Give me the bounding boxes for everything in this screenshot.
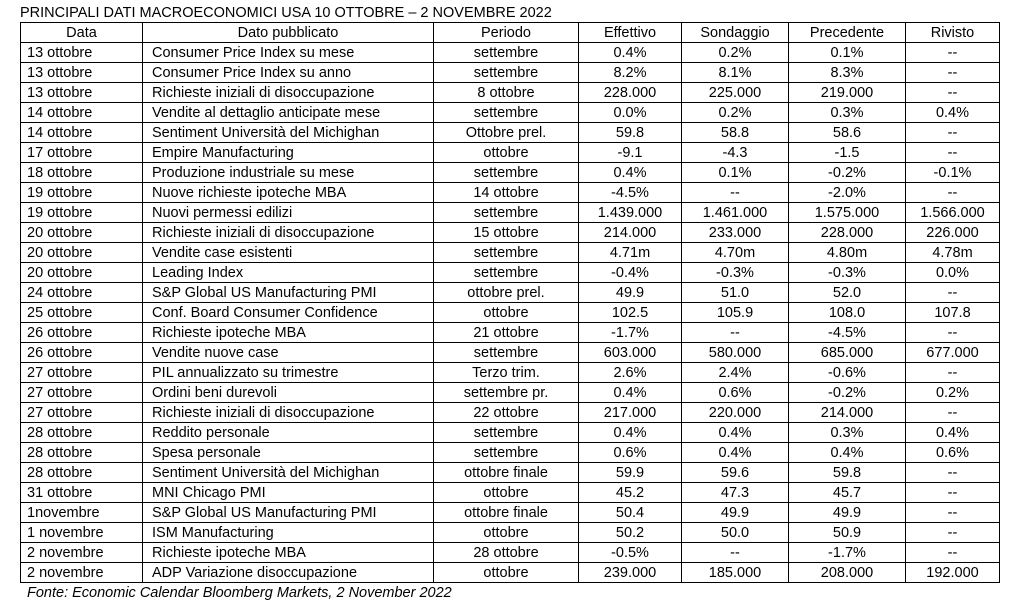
cell-rivisto: --: [906, 543, 1000, 563]
cell-sondaggio: -0.3%: [682, 263, 789, 283]
cell-effettivo: 59.9: [579, 463, 682, 483]
cell-effettivo: 603.000: [579, 343, 682, 363]
table-row: [21, 323, 1000, 343]
cell-precedente: 0.1%: [789, 43, 906, 63]
cell-sondaggio: --: [682, 183, 789, 203]
cell-dato-pubblicato: Richieste ipoteche MBA: [143, 543, 434, 563]
cell-effettivo: 1.439.000: [579, 203, 682, 223]
cell-periodo: ottobre: [434, 563, 579, 583]
table-row: [21, 403, 1000, 423]
table-row: [21, 103, 1000, 123]
cell-dato-pubblicato: ADP Variazione disoccupazione: [143, 563, 434, 583]
cell-precedente: 214.000: [789, 403, 906, 423]
cell-dato-pubblicato: Sentiment Università del Michighan: [143, 463, 434, 483]
cell-rivisto: --: [906, 483, 1000, 503]
cell-dato-pubblicato: Conf. Board Consumer Confidence: [143, 303, 434, 323]
table-row: [21, 283, 1000, 303]
cell-sondaggio: 0.4%: [682, 443, 789, 463]
table-body: [21, 43, 1000, 583]
cell-precedente: -1.7%: [789, 543, 906, 563]
table-row: [21, 123, 1000, 143]
table-row: [21, 43, 1000, 63]
cell-data: 24 ottobre: [21, 283, 143, 303]
table-row: [21, 383, 1000, 403]
cell-data: 31 ottobre: [21, 483, 143, 503]
table-row: [21, 183, 1000, 203]
cell-periodo: ottobre finale: [434, 503, 579, 523]
cell-data: 1 novembre: [21, 523, 143, 543]
cell-periodo: settembre: [434, 103, 579, 123]
cell-periodo: settembre: [434, 63, 579, 83]
cell-data: 20 ottobre: [21, 223, 143, 243]
cell-periodo: 14 ottobre: [434, 183, 579, 203]
cell-precedente: 52.0: [789, 283, 906, 303]
cell-sondaggio: 59.6: [682, 463, 789, 483]
cell-effettivo: -4.5%: [579, 183, 682, 203]
cell-dato-pubblicato: Reddito personale: [143, 423, 434, 443]
cell-rivisto: 1.566.000: [906, 203, 1000, 223]
cell-rivisto: --: [906, 143, 1000, 163]
cell-effettivo: 2.6%: [579, 363, 682, 383]
cell-effettivo: 0.4%: [579, 43, 682, 63]
cell-rivisto: --: [906, 403, 1000, 423]
cell-precedente: 50.9: [789, 523, 906, 543]
cell-data: 1novembre: [21, 503, 143, 523]
cell-dato-pubblicato: Produzione industriale su mese: [143, 163, 434, 183]
cell-rivisto: 0.6%: [906, 443, 1000, 463]
cell-rivisto: 4.78m: [906, 243, 1000, 263]
cell-rivisto: 677.000: [906, 343, 1000, 363]
table-row: [21, 83, 1000, 103]
cell-effettivo: 239.000: [579, 563, 682, 583]
column-header-data: Data: [21, 23, 143, 43]
column-header-dato-pubblicato: Dato pubblicato: [143, 23, 434, 43]
cell-dato-pubblicato: Consumer Price Index su mese: [143, 43, 434, 63]
source-note: Fonte: Economic Calendar Bloomberg Markets, 2 November 2022: [27, 585, 452, 601]
cell-periodo: 21 ottobre: [434, 323, 579, 343]
cell-dato-pubblicato: Richieste ipoteche MBA: [143, 323, 434, 343]
cell-dato-pubblicato: Consumer Price Index su anno: [143, 63, 434, 83]
cell-dato-pubblicato: Sentiment Università del Michighan: [143, 123, 434, 143]
cell-data: 28 ottobre: [21, 423, 143, 443]
cell-precedente: -0.2%: [789, 163, 906, 183]
cell-precedente: 4.80m: [789, 243, 906, 263]
cell-data: 27 ottobre: [21, 363, 143, 383]
cell-sondaggio: 58.8: [682, 123, 789, 143]
cell-rivisto: 0.2%: [906, 383, 1000, 403]
cell-sondaggio: 233.000: [682, 223, 789, 243]
cell-rivisto: -0.1%: [906, 163, 1000, 183]
cell-sondaggio: 0.2%: [682, 43, 789, 63]
cell-effettivo: 0.0%: [579, 103, 682, 123]
cell-effettivo: 0.4%: [579, 163, 682, 183]
cell-sondaggio: 220.000: [682, 403, 789, 423]
cell-dato-pubblicato: MNI Chicago PMI: [143, 483, 434, 503]
cell-dato-pubblicato: Ordini beni durevoli: [143, 383, 434, 403]
cell-sondaggio: 2.4%: [682, 363, 789, 383]
cell-effettivo: 102.5: [579, 303, 682, 323]
cell-data: 28 ottobre: [21, 463, 143, 483]
cell-rivisto: 0.4%: [906, 423, 1000, 443]
cell-sondaggio: 0.4%: [682, 423, 789, 443]
cell-sondaggio: --: [682, 543, 789, 563]
cell-rivisto: --: [906, 323, 1000, 343]
cell-data: 14 ottobre: [21, 123, 143, 143]
cell-periodo: 28 ottobre: [434, 543, 579, 563]
cell-effettivo: 228.000: [579, 83, 682, 103]
cell-periodo: ottobre: [434, 523, 579, 543]
cell-periodo: settembre: [434, 423, 579, 443]
cell-periodo: Terzo trim.: [434, 363, 579, 383]
table-row: [21, 363, 1000, 383]
cell-precedente: 0.3%: [789, 103, 906, 123]
table-row: [21, 263, 1000, 283]
cell-data: 2 novembre: [21, 543, 143, 563]
macro-data-table: [20, 22, 1000, 583]
column-header-precedente: Precedente: [789, 23, 906, 43]
cell-dato-pubblicato: Empire Manufacturing: [143, 143, 434, 163]
cell-precedente: 1.575.000: [789, 203, 906, 223]
cell-rivisto: --: [906, 463, 1000, 483]
cell-data: 13 ottobre: [21, 43, 143, 63]
cell-precedente: 49.9: [789, 503, 906, 523]
cell-effettivo: 0.4%: [579, 383, 682, 403]
table-row: [21, 303, 1000, 323]
cell-dato-pubblicato: Spesa personale: [143, 443, 434, 463]
cell-rivisto: --: [906, 503, 1000, 523]
cell-data: 26 ottobre: [21, 323, 143, 343]
table-row: [21, 243, 1000, 263]
cell-effettivo: 8.2%: [579, 63, 682, 83]
cell-effettivo: 50.2: [579, 523, 682, 543]
cell-effettivo: 0.4%: [579, 423, 682, 443]
cell-sondaggio: 49.9: [682, 503, 789, 523]
cell-periodo: settembre: [434, 203, 579, 223]
cell-precedente: 58.6: [789, 123, 906, 143]
cell-precedente: -0.3%: [789, 263, 906, 283]
cell-rivisto: --: [906, 83, 1000, 103]
table-row: [21, 163, 1000, 183]
cell-data: 19 ottobre: [21, 203, 143, 223]
cell-rivisto: --: [906, 363, 1000, 383]
cell-effettivo: -0.5%: [579, 543, 682, 563]
cell-data: 26 ottobre: [21, 343, 143, 363]
cell-data: 27 ottobre: [21, 383, 143, 403]
cell-rivisto: --: [906, 43, 1000, 63]
cell-dato-pubblicato: Vendite case esistenti: [143, 243, 434, 263]
cell-periodo: ottobre: [434, 143, 579, 163]
cell-periodo: ottobre: [434, 483, 579, 503]
cell-periodo: Ottobre prel.: [434, 123, 579, 143]
cell-precedente: 8.3%: [789, 63, 906, 83]
cell-data: 14 ottobre: [21, 103, 143, 123]
cell-sondaggio: -4.3: [682, 143, 789, 163]
cell-data: 20 ottobre: [21, 243, 143, 263]
table-row: [21, 483, 1000, 503]
cell-effettivo: 50.4: [579, 503, 682, 523]
cell-data: 13 ottobre: [21, 63, 143, 83]
cell-data: 20 ottobre: [21, 263, 143, 283]
column-header-periodo: Periodo: [434, 23, 579, 43]
cell-data: 27 ottobre: [21, 403, 143, 423]
table-row: [21, 503, 1000, 523]
table-row: [21, 423, 1000, 443]
column-header-rivisto: Rivisto: [906, 23, 1000, 43]
table-row: [21, 143, 1000, 163]
cell-effettivo: 0.6%: [579, 443, 682, 463]
column-header-sondaggio: Sondaggio: [682, 23, 789, 43]
cell-periodo: settembre: [434, 163, 579, 183]
cell-precedente: 59.8: [789, 463, 906, 483]
cell-dato-pubblicato: Nuove richieste ipoteche MBA: [143, 183, 434, 203]
cell-dato-pubblicato: Leading Index: [143, 263, 434, 283]
cell-effettivo: -0.4%: [579, 263, 682, 283]
cell-sondaggio: 8.1%: [682, 63, 789, 83]
cell-periodo: settembre: [434, 43, 579, 63]
cell-precedente: -2.0%: [789, 183, 906, 203]
cell-rivisto: 192.000: [906, 563, 1000, 583]
cell-precedente: -4.5%: [789, 323, 906, 343]
cell-precedente: 108.0: [789, 303, 906, 323]
cell-data: 25 ottobre: [21, 303, 143, 323]
cell-data: 2 novembre: [21, 563, 143, 583]
cell-precedente: 0.4%: [789, 443, 906, 463]
cell-dato-pubblicato: Vendite al dettaglio anticipate mese: [143, 103, 434, 123]
cell-precedente: 685.000: [789, 343, 906, 363]
table-row: [21, 343, 1000, 363]
cell-data: 17 ottobre: [21, 143, 143, 163]
cell-data: 13 ottobre: [21, 83, 143, 103]
cell-dato-pubblicato: ISM Manufacturing: [143, 523, 434, 543]
cell-dato-pubblicato: Nuovi permessi edilizi: [143, 203, 434, 223]
cell-sondaggio: 50.0: [682, 523, 789, 543]
cell-rivisto: 107.8: [906, 303, 1000, 323]
cell-dato-pubblicato: S&P Global US Manufacturing PMI: [143, 503, 434, 523]
cell-dato-pubblicato: Vendite nuove case: [143, 343, 434, 363]
cell-sondaggio: --: [682, 323, 789, 343]
cell-precedente: 219.000: [789, 83, 906, 103]
cell-precedente: 45.7: [789, 483, 906, 503]
cell-dato-pubblicato: S&P Global US Manufacturing PMI: [143, 283, 434, 303]
cell-effettivo: 4.71m: [579, 243, 682, 263]
cell-periodo: 8 ottobre: [434, 83, 579, 103]
column-header-effettivo: Effettivo: [579, 23, 682, 43]
cell-periodo: 15 ottobre: [434, 223, 579, 243]
cell-effettivo: 49.9: [579, 283, 682, 303]
cell-rivisto: --: [906, 63, 1000, 83]
cell-rivisto: 226.000: [906, 223, 1000, 243]
cell-precedente: 208.000: [789, 563, 906, 583]
cell-dato-pubblicato: Richieste iniziali di disoccupazione: [143, 223, 434, 243]
cell-periodo: 22 ottobre: [434, 403, 579, 423]
cell-sondaggio: 0.1%: [682, 163, 789, 183]
cell-periodo: settembre: [434, 343, 579, 363]
cell-sondaggio: 1.461.000: [682, 203, 789, 223]
cell-sondaggio: 580.000: [682, 343, 789, 363]
cell-precedente: -0.2%: [789, 383, 906, 403]
cell-periodo: settembre: [434, 243, 579, 263]
table-row: [21, 63, 1000, 83]
cell-precedente: 0.3%: [789, 423, 906, 443]
cell-rivisto: 0.4%: [906, 103, 1000, 123]
page-title: PRINCIPALI DATI MACROECONOMICI USA 10 OTTOBRE – 2 NOVEMBRE 2022: [20, 5, 552, 21]
table-row: [21, 203, 1000, 223]
table-row: [21, 543, 1000, 563]
table-row: [21, 443, 1000, 463]
cell-rivisto: --: [906, 283, 1000, 303]
cell-periodo: ottobre finale: [434, 463, 579, 483]
cell-periodo: ottobre: [434, 303, 579, 323]
cell-effettivo: -1.7%: [579, 323, 682, 343]
cell-periodo: settembre: [434, 443, 579, 463]
cell-periodo: ottobre prel.: [434, 283, 579, 303]
cell-periodo: settembre pr.: [434, 383, 579, 403]
cell-sondaggio: 51.0: [682, 283, 789, 303]
cell-sondaggio: 185.000: [682, 563, 789, 583]
cell-dato-pubblicato: Richieste iniziali di disoccupazione: [143, 83, 434, 103]
cell-sondaggio: 105.9: [682, 303, 789, 323]
cell-data: 19 ottobre: [21, 183, 143, 203]
cell-effettivo: 214.000: [579, 223, 682, 243]
cell-sondaggio: 0.6%: [682, 383, 789, 403]
cell-rivisto: --: [906, 183, 1000, 203]
cell-sondaggio: 225.000: [682, 83, 789, 103]
table-row: [21, 523, 1000, 543]
cell-data: 18 ottobre: [21, 163, 143, 183]
cell-periodo: settembre: [434, 263, 579, 283]
cell-sondaggio: 0.2%: [682, 103, 789, 123]
table-row: [21, 563, 1000, 583]
cell-sondaggio: 4.70m: [682, 243, 789, 263]
cell-rivisto: 0.0%: [906, 263, 1000, 283]
cell-dato-pubblicato: Richieste iniziali di disoccupazione: [143, 403, 434, 423]
table-header-row: [21, 23, 1000, 43]
cell-effettivo: 217.000: [579, 403, 682, 423]
table-row: [21, 463, 1000, 483]
cell-rivisto: --: [906, 123, 1000, 143]
cell-rivisto: --: [906, 523, 1000, 543]
cell-dato-pubblicato: PIL annualizzato su trimestre: [143, 363, 434, 383]
cell-effettivo: -9.1: [579, 143, 682, 163]
cell-precedente: 228.000: [789, 223, 906, 243]
cell-effettivo: 45.2: [579, 483, 682, 503]
cell-data: 28 ottobre: [21, 443, 143, 463]
table-row: [21, 223, 1000, 243]
cell-precedente: -0.6%: [789, 363, 906, 383]
cell-precedente: -1.5: [789, 143, 906, 163]
cell-effettivo: 59.8: [579, 123, 682, 143]
cell-sondaggio: 47.3: [682, 483, 789, 503]
